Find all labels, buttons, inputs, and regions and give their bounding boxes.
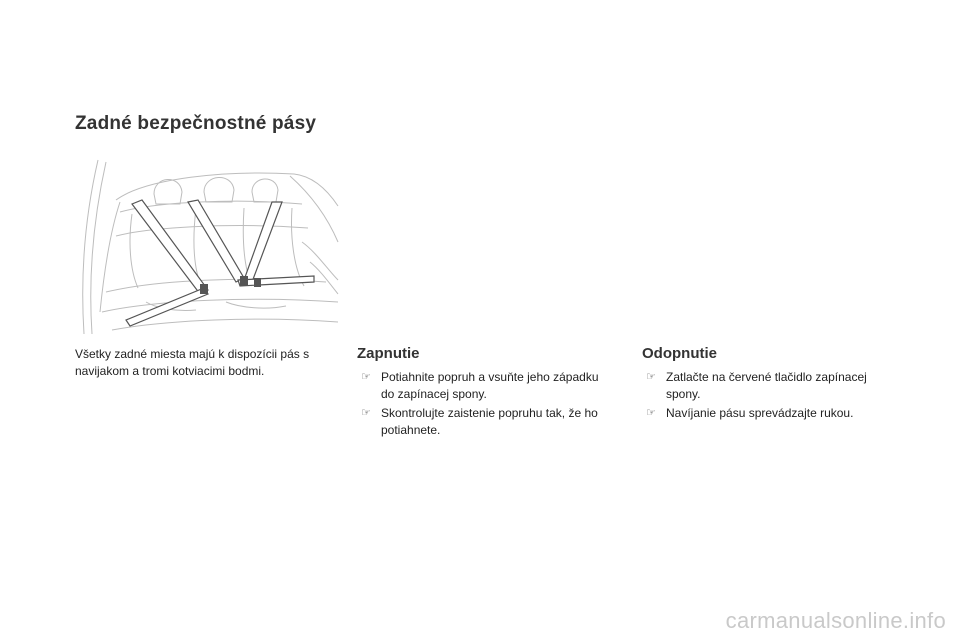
list-item xyxy=(642,405,887,422)
fastening-heading: Zapnutie xyxy=(357,345,420,362)
unfastening-steps xyxy=(642,369,887,424)
list-item-text: Skontrolujte zaistenie popruhu tak, že ho potiahnete. xyxy=(381,406,598,437)
pointing-hand-icon: ☞ xyxy=(646,407,656,419)
list-item-text: Zatlačte na červené tlačidlo zapínacej spony. xyxy=(666,370,867,401)
fastening-steps xyxy=(357,369,607,441)
list-item xyxy=(357,369,607,403)
page-title: Zadné bezpečnostné pásy xyxy=(75,113,317,134)
rear-seat-belts-illustration xyxy=(76,152,340,334)
list-item-text: Navíjanie pásu sprevádzajte rukou. xyxy=(666,406,854,420)
list-item-text: Potiahnite popruh a vsuňte jeho západku do zapínacej spony. xyxy=(381,370,599,401)
pointing-hand-icon: ☞ xyxy=(361,371,371,383)
unfastening-heading: Odopnutie xyxy=(642,345,717,362)
site-watermark: carmanualsonline.info xyxy=(725,608,946,633)
list-item xyxy=(642,369,887,403)
intro-text: Všetky zadné miesta majú k dispozícii pás s navijakom a tromi kotviacimi bodmi. xyxy=(75,347,310,378)
pointing-hand-icon: ☞ xyxy=(361,407,371,419)
pointing-hand-icon: ☞ xyxy=(646,371,656,383)
list-item xyxy=(357,405,607,439)
